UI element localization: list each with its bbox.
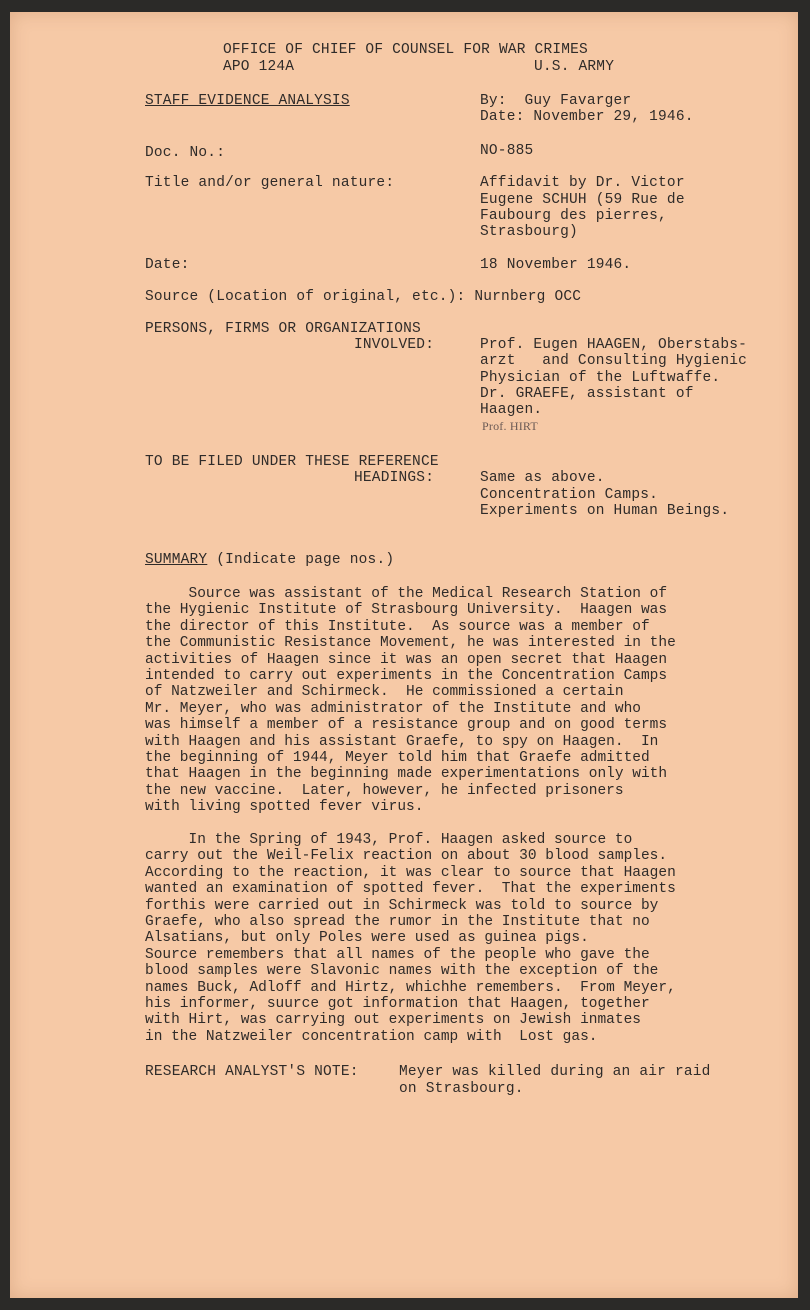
paragraph-line: was himself a member of a resistance group and on good terms xyxy=(145,717,668,734)
filed-value-line: Concentration Camps. xyxy=(480,487,659,503)
paragraph-line: Source remembers that all names of the people who gave the xyxy=(145,946,650,963)
filed-value-line: Experiments on Human Beings. xyxy=(480,503,730,519)
army-label: U.S. ARMY xyxy=(534,59,615,75)
paragraph-line: the Communistic Resistance Movement, he was interested in the xyxy=(145,635,676,652)
paragraph-line: his informer, suurce got information that Haagen, together xyxy=(145,995,650,1012)
title-label: Title and/or general nature: xyxy=(145,175,395,191)
paragraph-line: In the Spring of 1943, Prof. Haagen asked source to xyxy=(145,832,633,848)
paragraph-line: the director of this Institute. As source was a member of xyxy=(145,618,650,635)
filed-value-line: Same as above. xyxy=(480,470,605,486)
title-value-line: Affidavit by Dr. Victor xyxy=(480,175,685,191)
persons-value-line: Physician of the Luftwaffe. xyxy=(480,370,721,386)
filed-label: TO BE FILED UNDER THESE REFERENCE xyxy=(145,454,439,470)
paragraph-line: Source was assistant of the Medical Research Station of xyxy=(145,586,668,602)
paragraph-line: of Natzweiler and Schirmeck. He commissioned a certain xyxy=(145,684,624,701)
analysis-title: STAFF EVIDENCE ANALYSIS xyxy=(145,93,350,109)
analyst-note-label: RESEARCH ANALYST'S NOTE: xyxy=(145,1064,359,1080)
analyst-note-line: on Strasbourg. xyxy=(399,1081,524,1097)
paragraph-line: that Haagen in the beginning made experimentations only with xyxy=(145,766,668,783)
title-value-line: Faubourg des pierres, xyxy=(480,208,667,224)
summary-paragraph-2 xyxy=(145,832,765,1045)
paragraph-line: in the Natzweiler concentration camp with Lost gas. xyxy=(145,1028,598,1045)
title-value-line: Eugene SCHUH (59 Rue de xyxy=(480,192,685,208)
persons-value-line: Haagen. xyxy=(480,402,543,418)
paragraph-line: the beginning of 1944, Meyer told him that Graefe admitted xyxy=(145,749,650,766)
paragraph-line: According to the reaction, it was clear to source that Haagen xyxy=(145,864,676,881)
paragraph-line: with living spotted fever virus. xyxy=(145,799,424,816)
summary-note: (Indicate page nos.) xyxy=(207,552,395,568)
date-label: Date: xyxy=(145,257,190,273)
paragraph-line: intended to carry out experiments in the Concentration Camps xyxy=(145,667,668,684)
persons-value-line: arzt and Consulting Hygienic xyxy=(480,353,748,369)
apo-number: APO 124A xyxy=(223,59,295,75)
summary-paragraph-1 xyxy=(145,586,765,815)
paragraph-line: the new vaccine. Later, however, he infected prisoners xyxy=(145,782,624,799)
paragraph-line: blood samples were Slavonic names with the exception of the xyxy=(145,963,659,980)
office-title: OFFICE OF CHIEF OF COUNSEL FOR WAR CRIMES xyxy=(223,42,588,58)
paragraph-line: wanted an examination of spotted fever. That the experiments xyxy=(145,881,676,898)
paragraph-line: Alsatians, but only Poles were used as guinea pigs. xyxy=(145,930,589,947)
persons-value-line: Prof. Eugen HAAGEN, Oberstabs- xyxy=(480,337,748,353)
paragraph-line: forthis were carried out in Schirmeck was told to source by xyxy=(145,897,659,914)
document-page xyxy=(10,12,798,1298)
paragraph-line: Graefe, who also spread the rumor in the Institute that no xyxy=(145,913,650,930)
handwritten-note: Prof. HIRT xyxy=(482,419,538,433)
doc-no-value: NO-885 xyxy=(480,143,534,159)
paragraph-line: the Hygienic Institute of Strasbourg University. Haagen was xyxy=(145,602,668,619)
paragraph-line: activities of Haagen since it was an open secret that Haagen xyxy=(145,651,668,668)
filed-label-headings: HEADINGS: xyxy=(354,470,435,486)
paragraph-line: Mr. Meyer, who was administrator of the Institute and who xyxy=(145,700,641,717)
analyst-name: By: Guy Favarger xyxy=(480,93,632,109)
summary-title: SUMMARY xyxy=(145,552,208,568)
title-value-line: Strasbourg) xyxy=(480,224,578,240)
paragraph-line: names Buck, Adloff and Hirtz, whichhe remembers. From Meyer, xyxy=(145,979,676,996)
analysis-date: Date: November 29, 1946. xyxy=(480,109,694,125)
persons-label: PERSONS, FIRMS OR ORGANIZATIONS xyxy=(145,321,421,337)
analyst-note-line: Meyer was killed during an air raid xyxy=(399,1064,711,1080)
paragraph-line: with Hirt, was carrying out experiments on Jewish inmates xyxy=(145,1012,641,1029)
paragraph-line: carry out the Weil-Felix reaction on about 30 blood samples. xyxy=(145,848,668,865)
persons-label-involved: INVOLVED: xyxy=(354,337,435,353)
persons-value-line: Dr. GRAEFE, assistant of xyxy=(480,386,694,402)
source-line: Source (Location of original, etc.): Nurnberg OCC xyxy=(145,289,582,305)
paragraph-line: with Haagen and his assistant Graefe, to spy on Haagen. In xyxy=(145,733,659,750)
doc-no-label: Doc. No.: xyxy=(145,145,226,161)
date-value: 18 November 1946. xyxy=(480,257,632,273)
summary-heading xyxy=(145,552,394,569)
